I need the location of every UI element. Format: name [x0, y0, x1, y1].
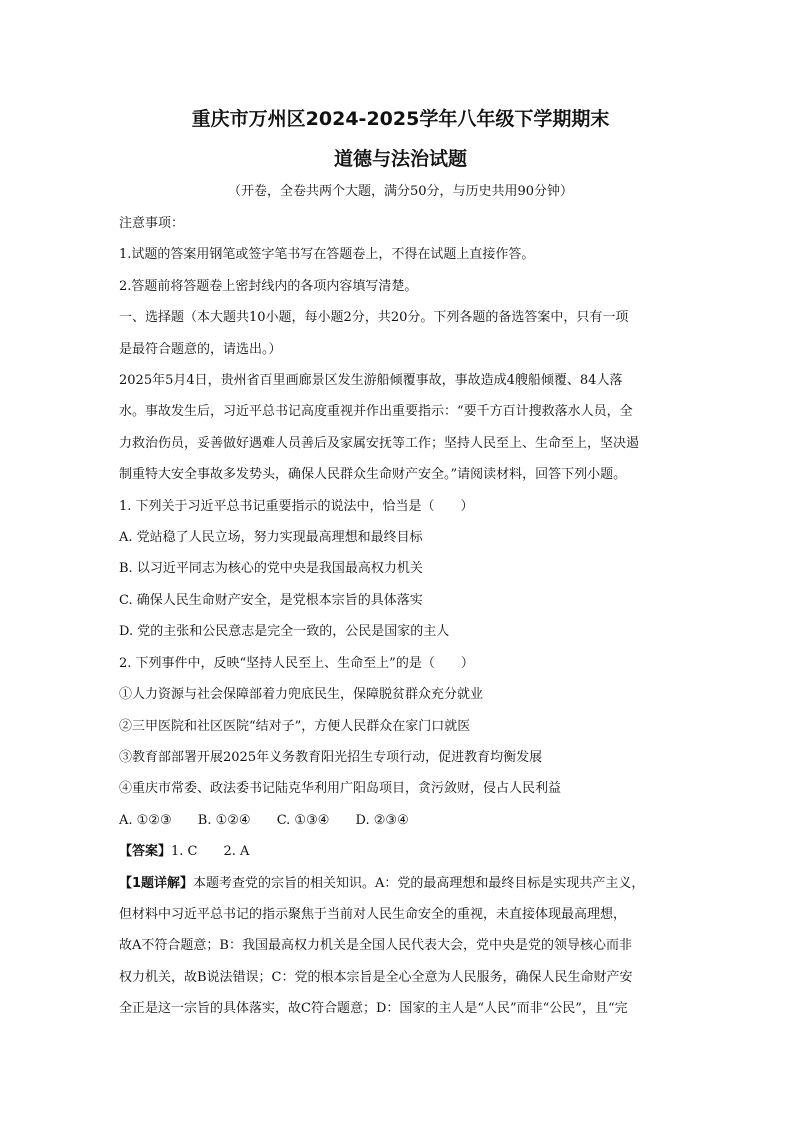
question-2-option-c: C. ①③④	[276, 812, 330, 828]
material-line-1: 2025年5月4日，贵州省百里画廊景区发生游船倾覆事故，事故造成4艘船倾覆、84人落	[119, 373, 623, 389]
analysis-1-line-2: 但材料中习近平总书记的指示聚焦于当前对人民生命安全的重视，未直接体现最高理想，	[119, 906, 627, 922]
answer-line	[119, 836, 682, 867]
question-2-item-2: ②三甲医院和社区医院“结对子”，方便人民群众在家门口就医	[119, 718, 471, 734]
answer-text: 1. C 2. A	[171, 844, 250, 860]
question-2-option-a: A. ①②③	[119, 812, 172, 828]
question-2-item-1: ①人力资源与社会保障部着力兜底民生，保障脱贫群众充分就业	[119, 687, 484, 703]
material-line-4: 制重特大安全事故多发势头，确保人民群众生命财产安全。”请阅读材料，回答下列小题。	[119, 467, 627, 483]
notice-item-1: 1.试题的答案用钢笔或签字笔书写在答题卷上，不得在试题上直接作答。	[119, 247, 535, 263]
analysis-1-line-4: 权力机关，故B说法错误；C：党的根本宗旨是全心全意为人民服务，确保人民生命财产安	[119, 969, 633, 985]
page-title-subject: 道德与法治试题	[333, 148, 467, 170]
question-1-stem: 1. 下列关于习近平总书记重要指示的说法中，恰当是（ ）	[119, 498, 474, 514]
question-1-option-b: B. 以习近平同志为核心的党中央是我国最高权力机关	[119, 561, 423, 577]
notice-item-2: 2.答题前将答题卷上密封线内的各项内容填写清楚。	[119, 278, 418, 294]
question-2-option-d: D. ②③④	[355, 812, 409, 828]
material-line-3: 力救治伤员，妥善做好遇难人员善后及家属安抚等工作；坚持人民至上、生命至上，坚决遏	[119, 435, 640, 451]
question-2-item-4: ④重庆市常委、政法委书记陆克华利用广阳岛项目，贪污敛财，侵占人民利益	[119, 781, 562, 797]
analysis-1-line-5: 全正是这一宗旨的具体落实，故C符合题意；D：国家的主人是“人民”而非“公民”，且“完	[119, 1001, 628, 1017]
question-2-stem: 2. 下列事件中，反映“坚持人民至上、生命至上”的是（ ）	[119, 655, 474, 671]
exam-instructions-note: （开卷，全卷共两个大题，满分50分，与历史共用90分钟）	[227, 184, 574, 199]
notice-heading: 注意事项：	[119, 216, 185, 231]
analysis-1-label: 【1题详解】	[119, 875, 194, 891]
question-2-option-b: B. ①②④	[197, 812, 251, 828]
analysis-1-line-3: 故A不符合题意；B：我国最高权力机关是全国人民代表大会，党中央是党的领导核心而非	[119, 938, 632, 954]
page-title: 重庆市万州区2024-2025学年八年级下学期期末	[191, 108, 610, 130]
answer-label: 【答案】	[119, 844, 172, 860]
section-heading: 一、选择题（本大题共10小题，每小题2分，共20分。下列各题的备选答案中，只有一项	[119, 310, 629, 326]
question-2-options	[119, 805, 682, 836]
question-2-item-3: ③教育部部署开展2025年义务教育阳光招生专项行动，促进教育均衡发展	[119, 749, 543, 765]
question-1-option-c: C. 确保人民生命财产安全，是党根本宗旨的具体落实	[119, 592, 423, 608]
question-1-option-d: D. 党的主张和公民意志是完全一致的，公民是国家的主人	[119, 624, 450, 640]
material-line-2: 水。事故发生后，习近平总书记高度重视并作出重要指示：“要千方百计搜救落水人员，全	[119, 404, 633, 420]
analysis-1-line-1	[119, 868, 682, 899]
section-heading-cont: 是最符合题意的，请选出。）	[119, 341, 282, 357]
page-content	[119, 104, 682, 1025]
analysis-1-first-line: 本题考查党的宗旨的相关知识。A：党的最高理想和最终目标是实现共产主义，	[193, 875, 645, 891]
question-1-option-a: A. 党站稳了人民立场，努力实现最高理想和最终目标	[119, 530, 423, 546]
